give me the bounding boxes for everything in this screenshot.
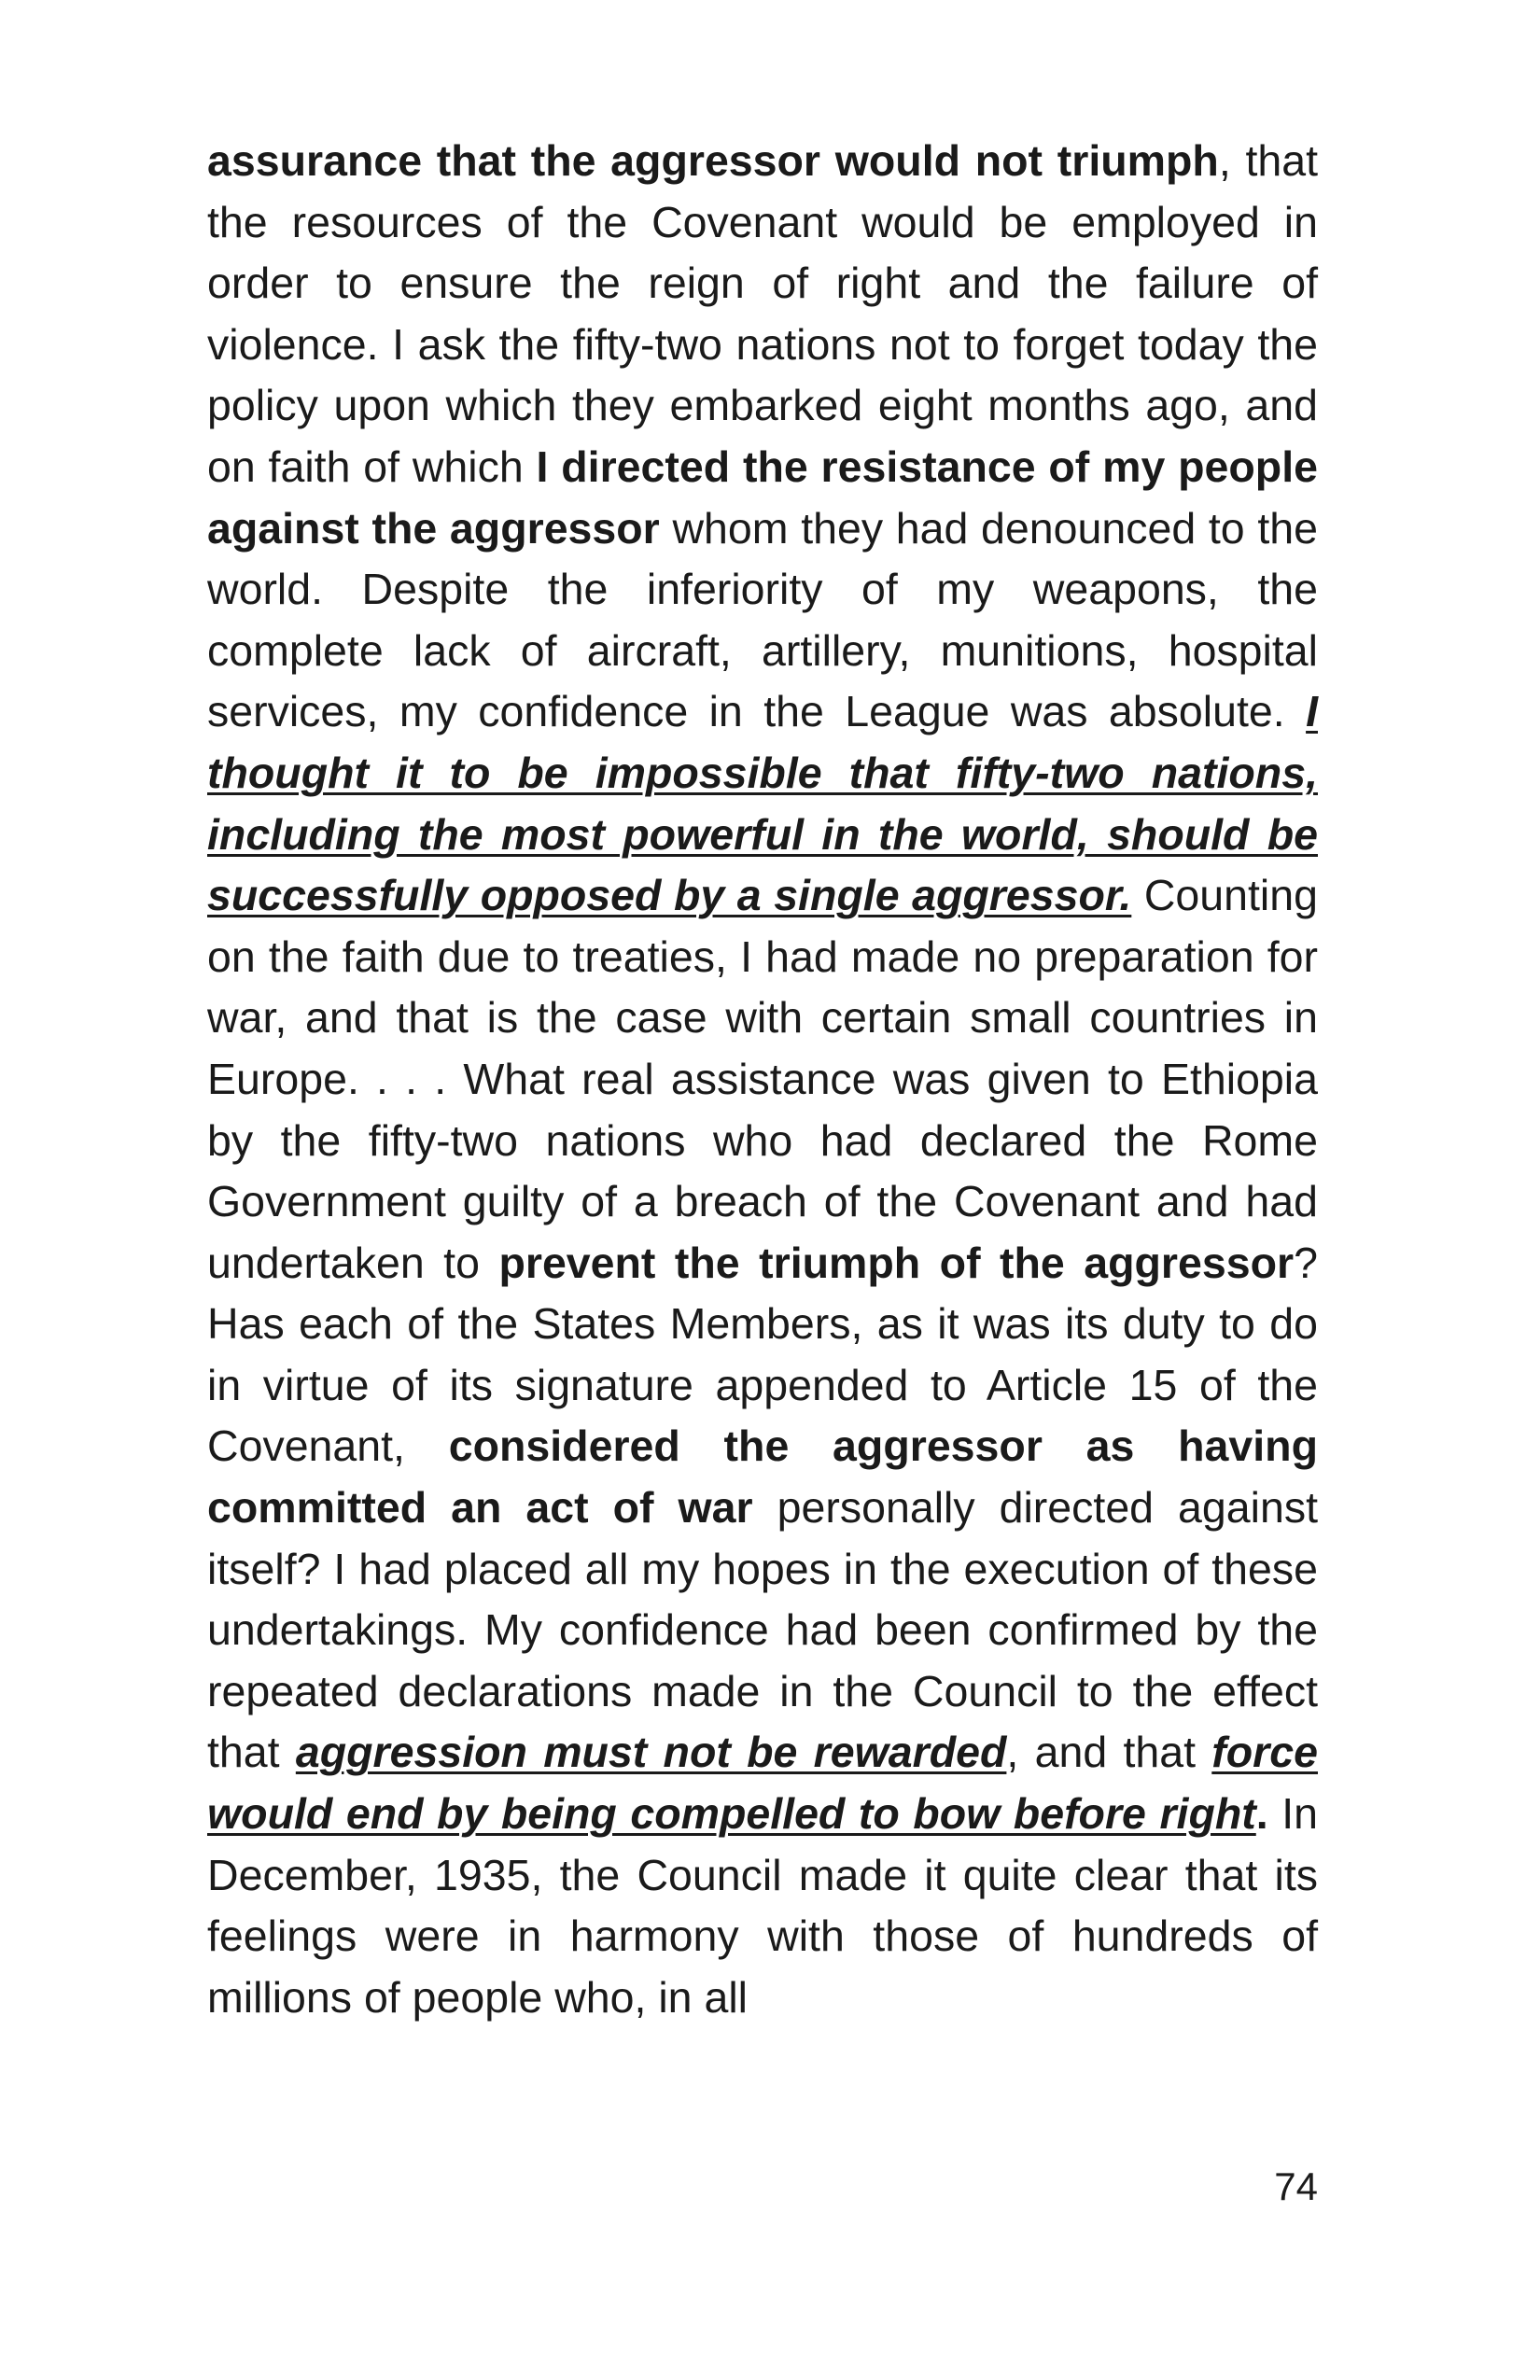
- text-emphasis-segment: I thought it to be impossible that fifty-two nations, including the most powerful in the world, should be successfully opposed by a single aggressor.: [207, 687, 1318, 920]
- body-paragraph: [207, 131, 1318, 2028]
- text-segment: Counting on the faith due to treaties, I had made no preparation for war, and that is the case with certain small countries in Europe. . . . What real assistance was given to Ethiopia by the fifty-two nations who had declared the Rome Government guilty of a breach of the Covenant and had undertaken to: [207, 871, 1318, 1287]
- text-segment: ? Has each of the States Members, as it was its duty to do in virtue of its signature appended to Article 15 of the Covenant,: [207, 1238, 1318, 1471]
- text-emphasis-segment: force would end by being compelled to bow before right: [207, 1728, 1318, 1839]
- text-bold-segment: assurance that the aggressor would not triumph: [207, 136, 1219, 185]
- text-bold-segment: I directed the resistance of my people against the aggressor: [207, 441, 1318, 553]
- text-bold-segment: considered the aggressor as having committed an act of war: [207, 1421, 1318, 1533]
- text-bold-segment: .: [1255, 1789, 1268, 1839]
- text-segment: personally directed against itself? I had placed all my hopes in the execution of these undertakings. My confidence had been confirmed by the repeated declarations made in the Council to the effect that: [207, 1483, 1318, 1777]
- text-segment: , that the resources of the Covenant would be employed in order to ensure the reign of right and the failure of violence. I ask the fifty-two nations not to forget today the policy upon which they embarked eight months ago, and on faith of which: [207, 136, 1318, 491]
- text-bold-segment: prevent the triumph of the aggressor: [498, 1238, 1295, 1287]
- text-segment: , and that: [1006, 1728, 1212, 1777]
- text-segment: In December, 1935, the Council made it quite clear that its feelings were in harmony with those of hundreds of millions of people who, in all: [207, 1789, 1318, 2022]
- text-emphasis-segment: aggression must not be rewarded: [295, 1728, 1007, 1777]
- text-segment: whom they had denounced to the world. Despite the inferiority of my weapons, the complete lack of aircraft, artillery, munitions, hospital services, my confidence in the League was absolute.: [207, 503, 1318, 736]
- page-number: 74: [1274, 2164, 1318, 2208]
- document-page: [207, 131, 1318, 2028]
